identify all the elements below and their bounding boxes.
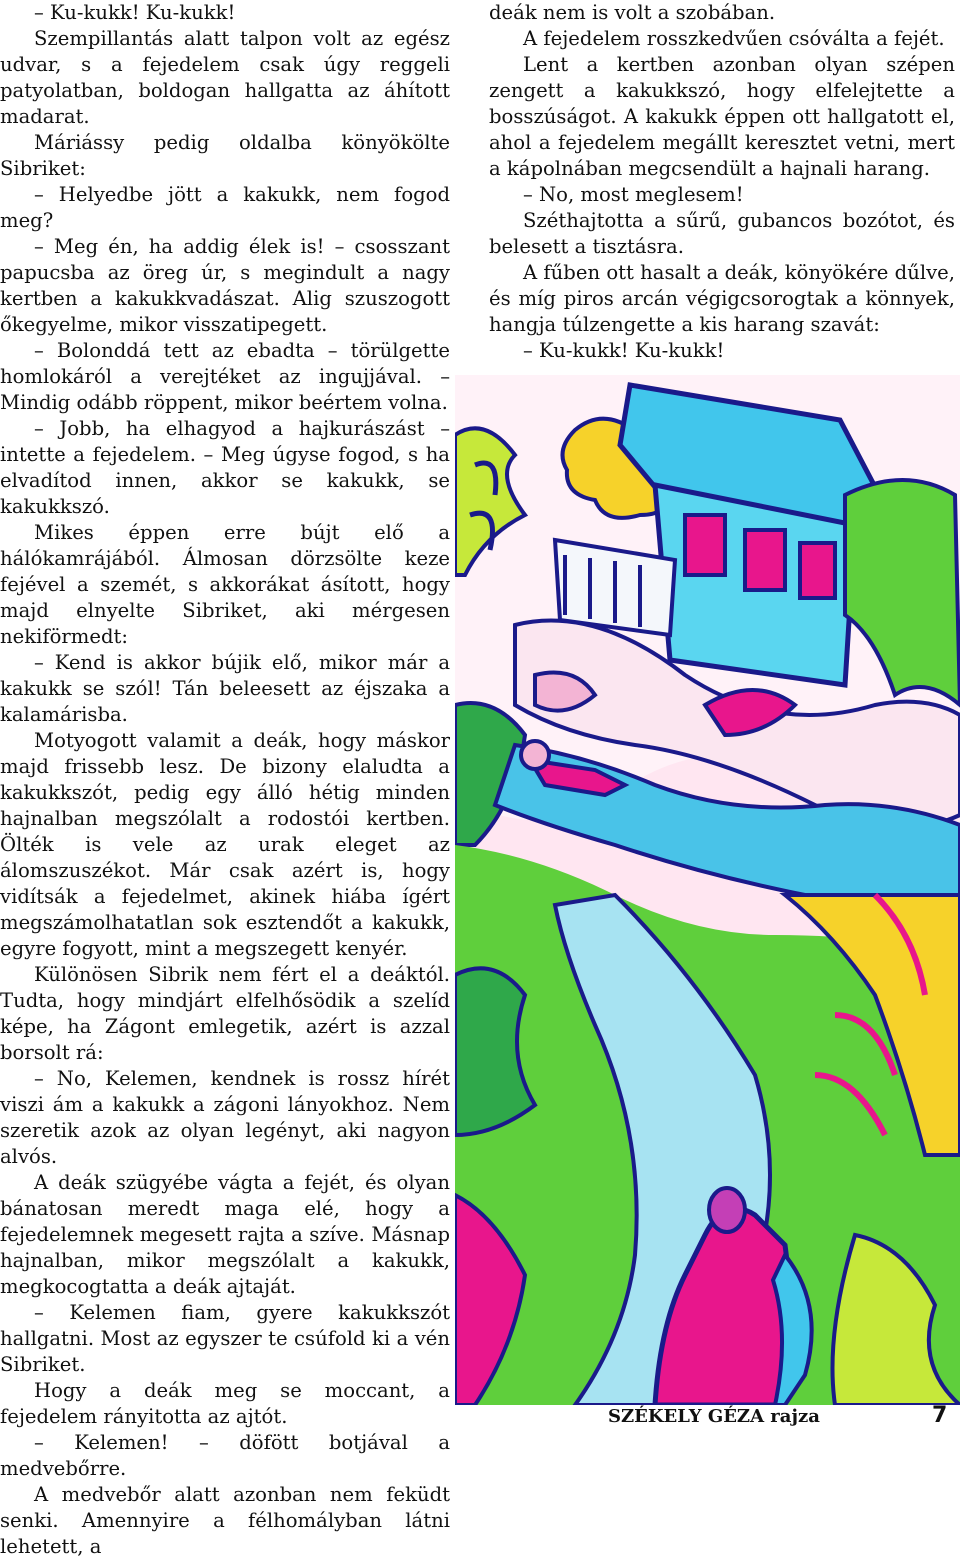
- paragraph: – Jobb, ha elhagyod a hajkurászást – intette a fejedelem. – Meg úgyse fogod, s ha elvadítod innen, akkor se kakukk, se kakukkszó.: [0, 416, 450, 520]
- paragraph: – No, Kelemen, kendnek is rossz hírét viszi ám a kakukk a zágoni lányokhoz. Nem szeretik azok az olyan legényt, aki nagyon alvós.: [0, 1066, 450, 1170]
- prince-head: [709, 1188, 745, 1232]
- paragraph: – No, most meglesem!: [489, 182, 955, 208]
- paragraph: A fejedelem rosszkedvűen csóválta a fejét.: [489, 26, 955, 52]
- deak-head: [521, 741, 549, 769]
- text-column-right: [489, 0, 955, 364]
- paragraph: – Kelemen fiam, gyere kakukkszót hallgatni. Most az egyszer te csúfold ki a vén Sibriket.: [0, 1300, 450, 1378]
- paragraph: – Ku-kukk! Ku-kukk!: [0, 0, 450, 26]
- paragraph: Hogy a deák meg se moccant, a fejedelem rányitotta az ajtót.: [0, 1378, 450, 1430]
- house-window-3: [800, 543, 835, 598]
- illustration-credit: SZÉKELY GÉZA rajza: [608, 1405, 820, 1428]
- paragraph: Különösen Sibrik nem fért el a deáktól. Tudta, hogy mindjárt elfelhősödik a szelíd képe, ha Zágont emlegetik, azért is azzal borsolt rá:: [0, 962, 450, 1066]
- paragraph: – Helyedbe jött a kakukk, nem fogod meg?: [0, 182, 450, 234]
- paragraph: A fűben ott hasalt a deák, könyökére dűlve, és míg piros arcán végigcsorogtak a könnyek, hangja túlzengette a kis harang szavát:: [489, 260, 955, 338]
- paragraph: – Kelemen! – döfött botjával a medvebőrre.: [0, 1430, 450, 1482]
- paragraph: Mikes éppen erre bújt elő a hálókamrájából. Álmosan dörzsölte keze fejével a szemét, s akkorákat ásított, hogy majd elnyelte Sibriket, aki mérgesen nekiförmedt:: [0, 520, 450, 650]
- paragraph: – Bolonddá tett az ebadta – törülgette homlokáról a verejtéket az ingujjával. – Mindig odább röppent, mikor beértem volna.: [0, 338, 450, 416]
- paragraph: A medvebőr alatt azonban nem feküdt senki. Amennyire a félhomályban látni lehetett, a: [0, 1482, 450, 1560]
- paragraph: – Meg én, ha addig élek is! – csosszant papucsba az öreg úr, s megindult a nagy kertben a kakukkvadászat. Alig szuszogott őkegyelme, mikor visszatipegett.: [0, 234, 450, 338]
- illustration: [455, 375, 960, 1405]
- paragraph: Máriássy pedig oldalba könyökölte Sibriket:: [0, 130, 450, 182]
- paragraph: Motyogott valamit a deák, hogy máskor majd frissebb lesz. De bizony elaludta a kakukkszót, pedig egy álló hétig minden hajnalban megszólalt a rodostói kertben. Ölték is vele az urak eleget az álomszuszékot. Már csak azért is, hogy vidítsák a fejedelmet, akinek hiába ígért megszámolhatatlan sok esztendőt a kakukk, egyre fogyott, mint a megszegett kenyér.: [0, 728, 450, 962]
- paragraph: Lent a kertben azonban olyan szépen zengett a kakukkszó, hogy elfelejtette a bosszúságot. A kakukk éppen ott hallgatott el, ahol a fejedelem megállt keresztet vetni, mert a kápolnában megcsendült a hajnali harang.: [489, 52, 955, 182]
- paragraph: – Ku-kukk! Ku-kukk!: [489, 338, 955, 364]
- text-column-left: [0, 0, 450, 1560]
- house-window-2: [745, 530, 785, 590]
- paragraph: A deák szügyébe vágta a fejét, és olyan bánatosan meredt maga elé, hogy a fejedelemnek megesett rajta a szíve. Másnap hajnalban, mikor megszólalt a kakukk, megkocogtatta a deák ajtaját.: [0, 1170, 450, 1300]
- paragraph: – Kend is akkor bújik elő, mikor már a kakukk se szól! Tán beleesett az éjszaka a kalamárisba.: [0, 650, 450, 728]
- page-number: 7: [932, 1403, 947, 1428]
- house-window-1: [685, 515, 725, 575]
- paragraph: Szempillantás alatt talpon volt az egész udvar, s a fejedelem csak úgy reggeli patyolatban, boldogan hallgatta az áhított madarat.: [0, 26, 450, 130]
- paragraph: Széthajtotta a sűrű, gubancos bozótot, és belesett a tisztásra.: [489, 208, 955, 260]
- paragraph: deák nem is volt a szobában.: [489, 0, 955, 26]
